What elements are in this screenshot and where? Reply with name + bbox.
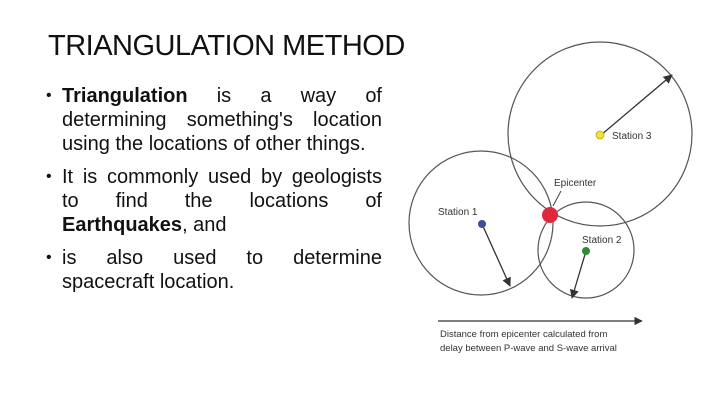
bullet-text: is a way of determining something's location using the locations of other things. (62, 85, 382, 155)
bullet-text: It is commonly used by geologists to find the locations of (62, 166, 382, 212)
triangulation-diagram (402, 40, 720, 370)
station-2-marker (582, 247, 590, 255)
station-3-label: Station 3 (612, 131, 652, 142)
bullet-text-suffix: , and (182, 214, 227, 236)
epicenter-marker (542, 207, 558, 223)
bullet-item-geologists (44, 165, 382, 237)
station-3-radius-arrow (601, 75, 672, 135)
station-2-radius-arrow (572, 251, 586, 298)
bullet-item-spacecraft (44, 246, 382, 294)
term-triangulation: Triangulation (62, 85, 188, 107)
caption-line-2: delay between P-wave and S-wave arrival (440, 343, 617, 354)
slide-title: TRIANGULATION METHOD (48, 30, 405, 62)
bullet-list (44, 84, 382, 303)
station-3-marker (596, 131, 604, 139)
station-2-label: Station 2 (582, 235, 622, 246)
station-1-label: Station 1 (438, 207, 478, 218)
station-1-radius-arrow (482, 224, 510, 286)
epicenter-label: Epicenter (554, 178, 597, 189)
bullet-item-triangulation (44, 84, 382, 156)
bullet-dot-icon: • (46, 87, 52, 104)
term-earthquakes: Earthquakes (62, 214, 183, 236)
epicenter-pointer-line (553, 191, 561, 206)
bullet-dot-icon: • (46, 249, 52, 266)
bullet-dot-icon: • (46, 168, 52, 185)
caption-line-1: Distance from epicenter calculated from (440, 329, 608, 340)
bullet-text: is also used to determine spacecraft location. (62, 247, 382, 293)
station-1-marker (478, 220, 486, 228)
